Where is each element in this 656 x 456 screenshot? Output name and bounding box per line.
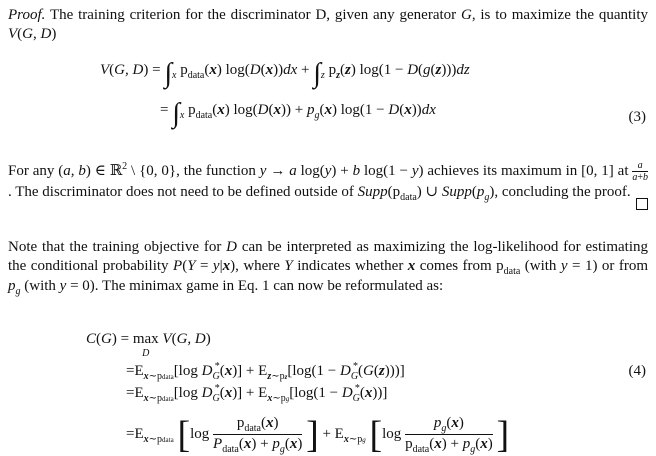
proof-paragraph xyxy=(8,6,648,44)
equation-4-number: (4) xyxy=(628,363,646,379)
qed-symbol xyxy=(636,198,648,210)
equation-4-line-2: $=E_{x\sim pdata}[\log$ $D_G^*(x)] + E_{z\sim pz}[\log(1 - D_G^*(G(z)))]$ xyxy=(126,361,405,382)
equation-3-number: (3) xyxy=(628,109,646,125)
equation-4-line-4: $=E_{x\sim pdata}$ [log $\frac{p_{data}(x)}{P_{data}(x) + p_g(x)}$ ] + $E_{x\sim pg}$ [log $\frac{p_g(x)}{p_{data}(x) + p_g(x)}$ ] xyxy=(126,413,510,456)
paragraph-3: Note that the training objective for D can be interpreted as maximizing the log-likelihood for estimating the conditional probability P(Y = y|x), where Y indicates whether x comes from $p_{data}$ (with y = 1) or from $p_g$ (with y = 0). The minimax game in Eq. 1 can now be reformulated as: xyxy=(8,239,649,297)
equation-4-line-1: C(G) = max $^D$ V(G, D) xyxy=(86,331,211,359)
equation-3-line-1: V(G, $D) = \int_x$ $p_{data}(x) \log(D(x))dx + \int_z$ $p_z(z) \log(1 - D(g(z)))dz$ xyxy=(100,58,470,89)
equation-4 xyxy=(0,328,656,456)
proof-label: Proof. xyxy=(8,7,46,23)
proof-text: The training criterion for the discriminator D, given any generator G, is to maximize the quantity V(G, D) xyxy=(8,7,648,42)
paragraph-2: For any (a, b) ∈ ℝ$^2$ \ {0, 0}, the function y → a log(y) + b log(1 − y) achieves its maximum in [0, 1] at $\frac{a}{a+b}$ . The discriminator does not need to be defined outside of $Supp(p_{data})$ ∪ $Supp(p_g)$, concluding the proof. xyxy=(8,160,648,218)
equation-3 xyxy=(0,56,656,146)
equation-4-line-3: $=E_{x\sim pdata}[\log$ $D_G^*(x)] + E_{x\sim pg}[\log(1 - D_G^*(x))]$ xyxy=(126,383,388,404)
equation-3-line-2: = $\int_x$ $p_{data}(x) \log(D(x)) + p_g(x) \log(1 - D(x))dx$ xyxy=(160,98,436,129)
